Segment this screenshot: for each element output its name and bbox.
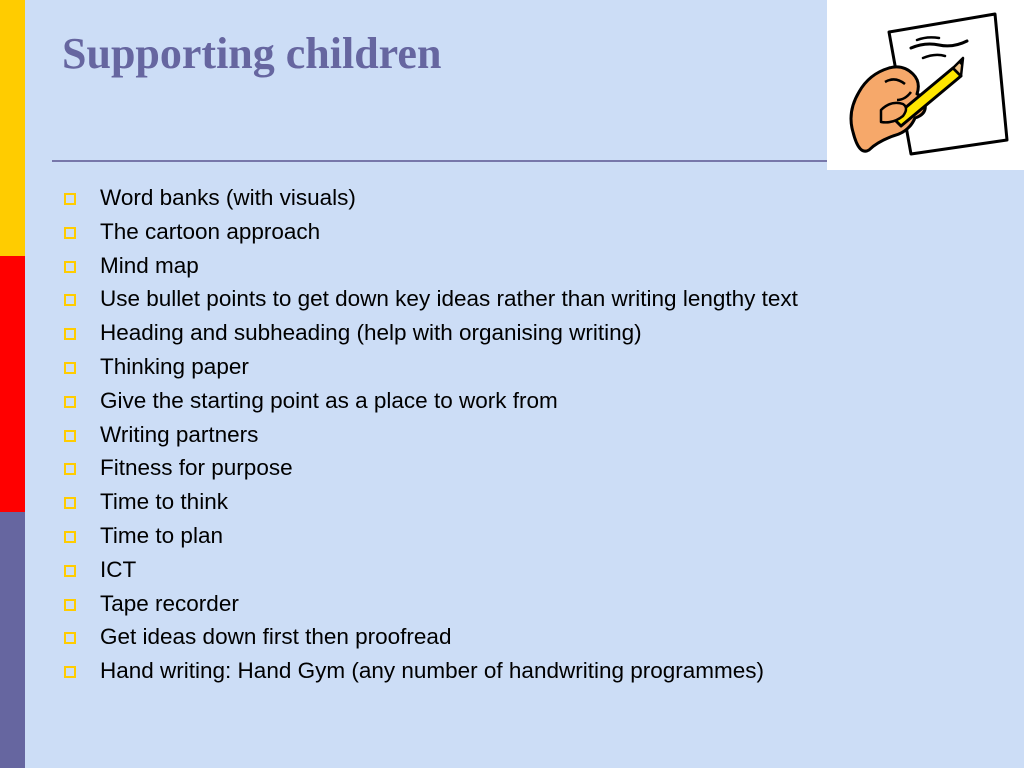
square-bullet-icon [64, 362, 76, 374]
square-bullet-icon [64, 531, 76, 543]
slide-title: Supporting children [62, 29, 442, 78]
list-item-text: Use bullet points to get down key ideas rather than writing lengthy text [100, 286, 798, 312]
square-bullet-icon [64, 193, 76, 205]
list-item-text: Heading and subheading (help with organising writing) [100, 320, 642, 346]
square-bullet-icon [64, 497, 76, 509]
list-item-text: The cartoon approach [100, 218, 321, 244]
list-item [62, 485, 798, 519]
square-bullet-icon [64, 328, 76, 340]
square-bullet-icon [64, 261, 76, 273]
list-item-text: ICT [100, 556, 137, 582]
list-item-text: Tape recorder [100, 590, 239, 616]
square-bullet-icon [64, 666, 76, 678]
list-item [62, 316, 798, 350]
list-item [62, 418, 798, 452]
list-item [62, 451, 798, 485]
square-bullet-icon [64, 294, 76, 306]
square-bullet-icon [64, 463, 76, 475]
list-item-text: Give the starting point as a place to work from [100, 387, 558, 413]
list-item [62, 519, 798, 553]
side-bar-red [0, 256, 25, 512]
square-bullet-icon [64, 565, 76, 577]
list-item-text: Get ideas down first then proofread [100, 624, 452, 650]
list-item [62, 181, 798, 215]
list-item [62, 249, 798, 283]
list-item-text: Fitness for purpose [100, 455, 293, 481]
side-bar-yellow [0, 0, 25, 256]
list-item [62, 350, 798, 384]
list-item [62, 215, 798, 249]
square-bullet-icon [64, 227, 76, 239]
list-item-text: Time to think [100, 489, 228, 515]
list-item [62, 587, 798, 621]
square-bullet-icon [64, 599, 76, 611]
list-item-text: Time to plan [100, 522, 223, 548]
list-item [62, 553, 798, 587]
list-item-text: Mind map [100, 252, 199, 278]
bullet-list [62, 181, 798, 688]
square-bullet-icon [64, 430, 76, 442]
list-item-text: Word banks (with visuals) [100, 185, 356, 210]
square-bullet-icon [64, 396, 76, 408]
square-bullet-icon [64, 632, 76, 644]
list-item [62, 384, 798, 418]
list-item [62, 654, 798, 688]
hand-writing-with-pencil-icon [827, 0, 1024, 170]
list-item-text: Hand writing: Hand Gym (any number of handwriting programmes) [100, 658, 765, 684]
list-item [62, 282, 798, 316]
list-item-text: Writing partners [100, 421, 259, 447]
list-item-text: Thinking paper [100, 353, 249, 379]
title-divider [52, 160, 842, 162]
side-bar-purple [0, 512, 25, 768]
list-item [62, 620, 798, 654]
